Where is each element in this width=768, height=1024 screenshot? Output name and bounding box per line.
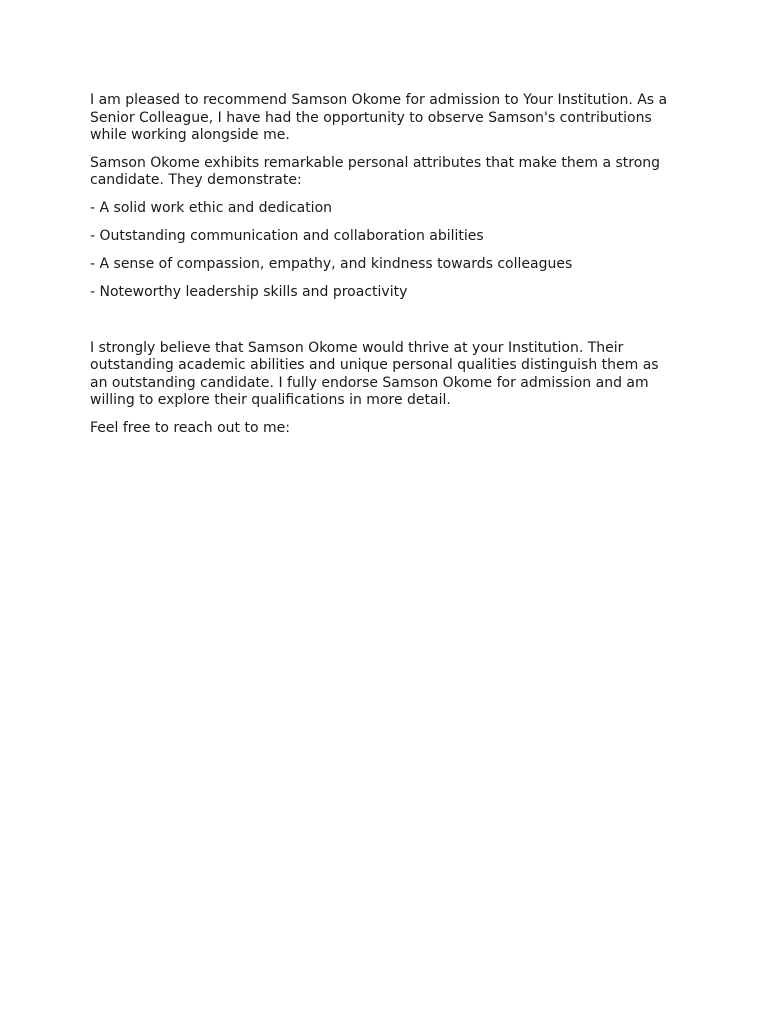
bullet-item: - Outstanding communication and collaboration abilities	[90, 227, 484, 244]
bullet-item: - Noteworthy leadership skills and proactivity	[90, 283, 408, 300]
attributes-intro-paragraph: Samson Okome exhibits remarkable personal attributes that make them a strong candidate. They demonstrate:	[90, 154, 661, 188]
blank-space	[90, 312, 680, 340]
bullet-item: - A sense of compassion, empathy, and kindness towards colleagues	[90, 255, 573, 272]
conclusion-paragraph: I strongly believe that Samson Okome would thrive at your Institution. Their outstanding academic abilities and unique personal qualities distinguish them as an outstanding candidate. I fully endorse Samson Okome for admission and am willing to explore their qualifications in more detail.	[90, 339, 659, 408]
intro-paragraph: I am pleased to recommend Samson Okome for admission to Your Institution. As a Senior Colleague, I have had the opportunity to observe Samson's contributions while working alongside me.	[90, 92, 668, 143]
closing-line: Feel free to reach out to me:	[90, 419, 290, 436]
bullet-item: - A solid work ethic and dedication	[90, 199, 333, 216]
recommendation-letter	[90, 92, 680, 447]
